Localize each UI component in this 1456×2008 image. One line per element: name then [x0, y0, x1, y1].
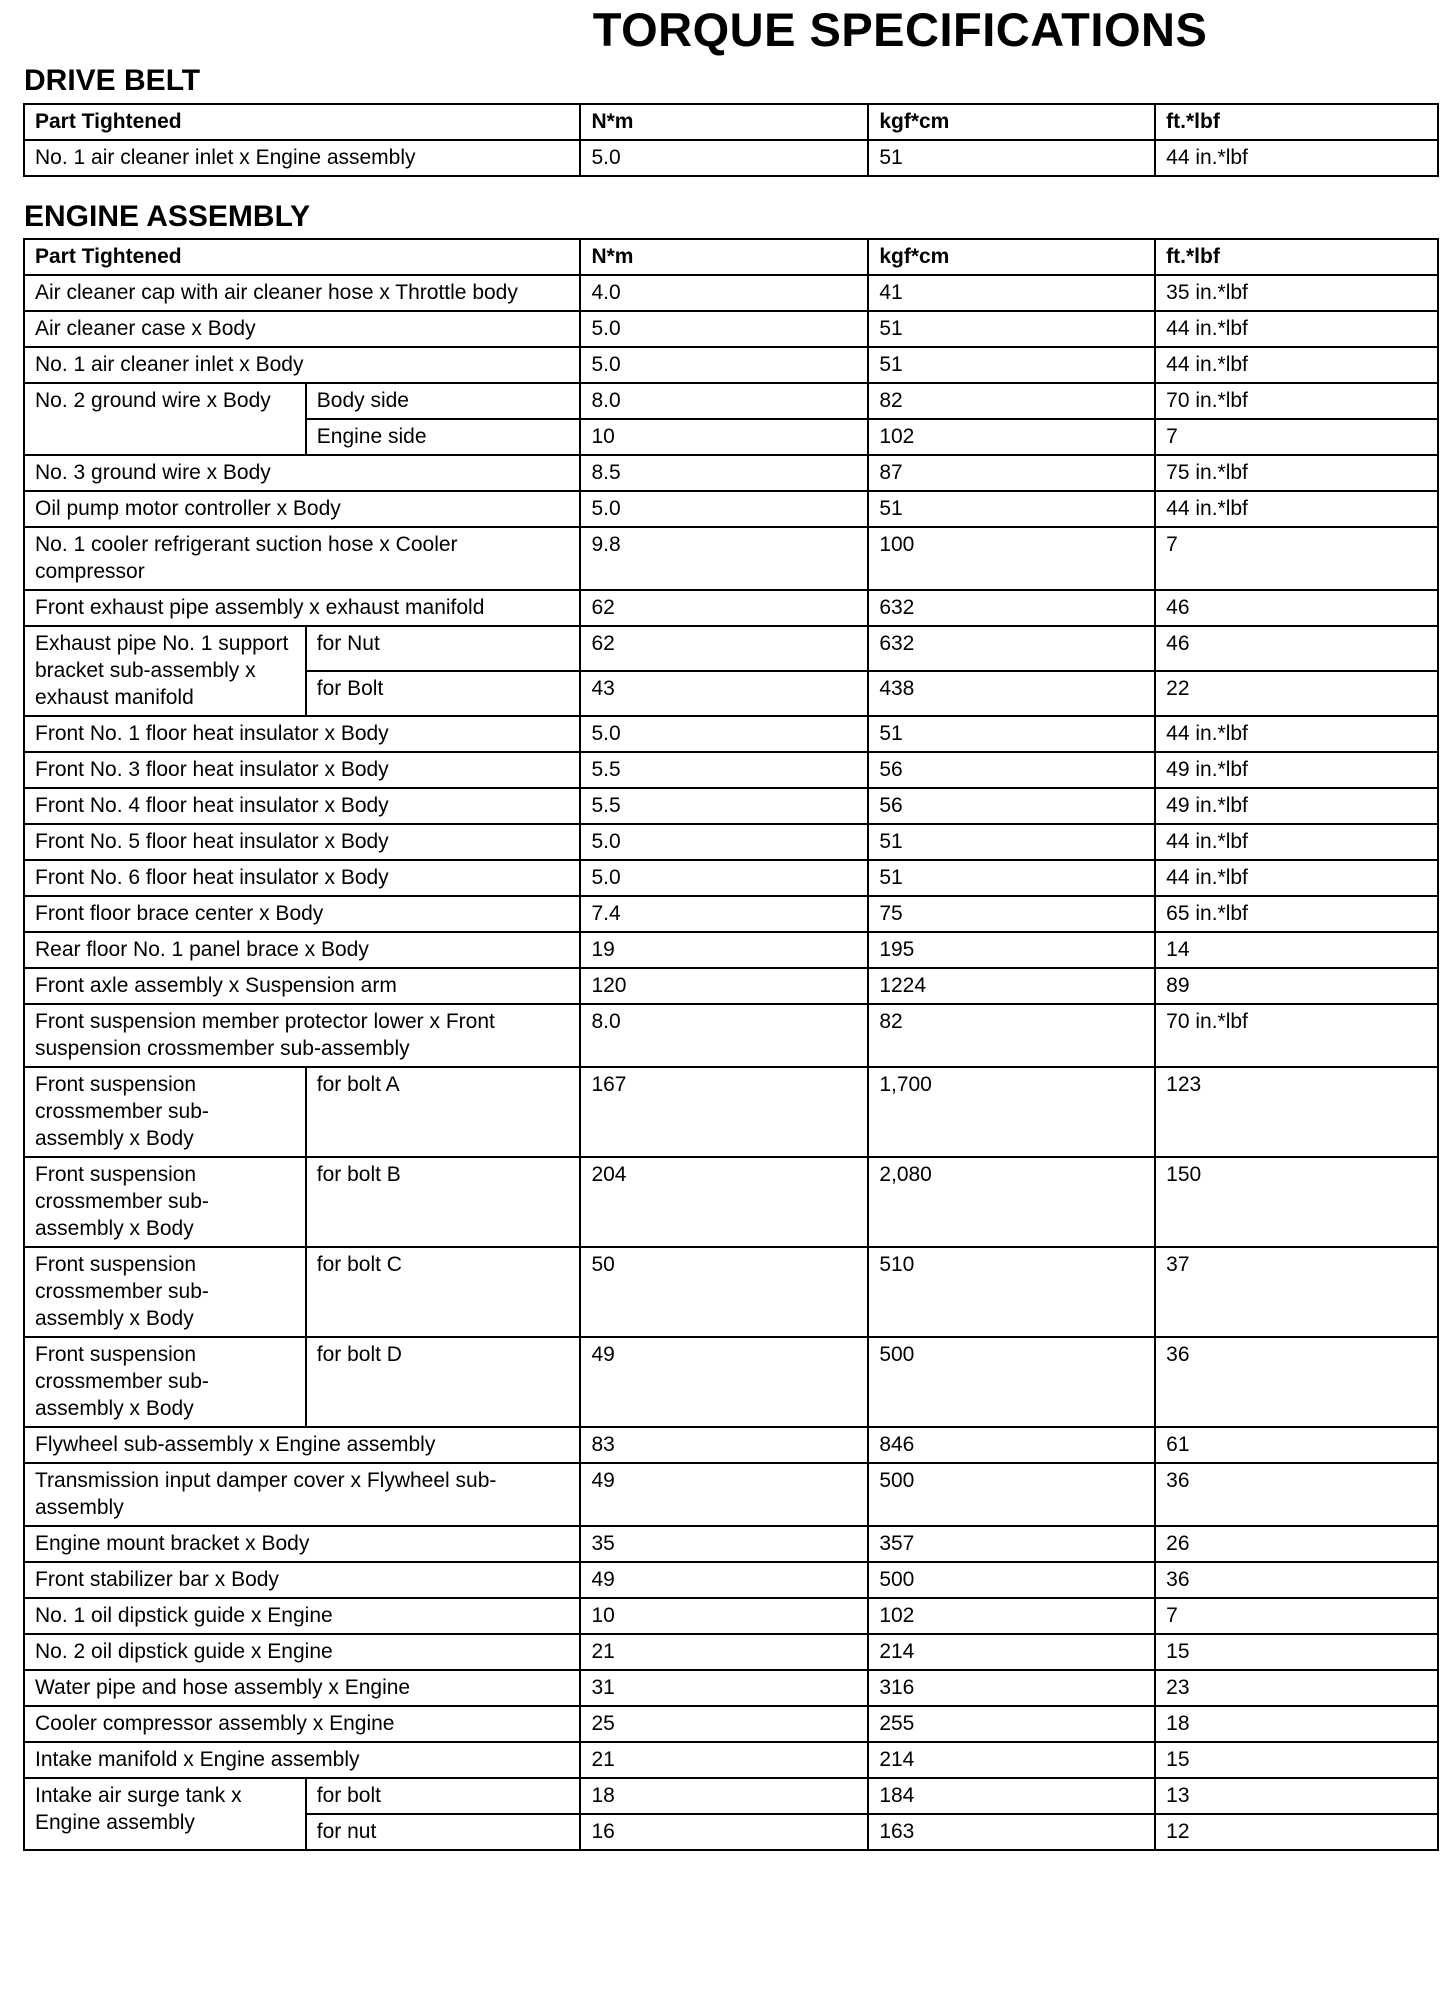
- table-row: [24, 968, 1438, 1004]
- ft-cell: 65 in.*lbf: [1155, 896, 1438, 932]
- nm-cell: 25: [580, 1706, 868, 1742]
- section-heading-engine-assembly: ENGINE ASSEMBLY: [24, 200, 311, 233]
- part-cell: Front No. 6 floor heat insulator x Body: [24, 860, 580, 896]
- header-part-tightened: Part Tightened: [24, 239, 580, 275]
- part-cell: Exhaust pipe No. 1 support bracket sub-assembly x exhaust manifold: [24, 626, 306, 716]
- part-cell: No. 2 ground wire x Body: [24, 383, 306, 455]
- ft-cell: 36: [1155, 1562, 1438, 1598]
- table-row: [24, 1157, 1438, 1247]
- kgf-cell: 632: [868, 626, 1155, 671]
- table-row: [24, 1778, 1438, 1814]
- part-cell: Intake air surge tank x Engine assembly: [24, 1778, 306, 1850]
- nm-cell: 7.4: [580, 896, 868, 932]
- kgf-cell: 56: [868, 788, 1155, 824]
- table-row: [24, 1634, 1438, 1670]
- nm-cell: 21: [580, 1634, 868, 1670]
- sub-cell: for Nut: [306, 626, 581, 671]
- part-cell: Front axle assembly x Suspension arm: [24, 968, 580, 1004]
- ft-cell: 44 in.*lbf: [1155, 860, 1438, 896]
- nm-cell: 18: [580, 1778, 868, 1814]
- table-row: [24, 788, 1438, 824]
- ft-cell: 35 in.*lbf: [1155, 275, 1438, 311]
- sub-cell: for bolt B: [306, 1157, 581, 1247]
- kgf-cell: 632: [868, 590, 1155, 626]
- kgf-cell: 255: [868, 1706, 1155, 1742]
- part-cell: Front suspension crossmember sub-assembly x Body: [24, 1337, 306, 1427]
- kgf-cell: 51: [868, 860, 1155, 896]
- kgf-cell: 56: [868, 752, 1155, 788]
- table-row: [24, 527, 1438, 590]
- nm-cell: 62: [580, 590, 868, 626]
- header-nm: N*m: [580, 239, 868, 275]
- ft-cell: 44 in.*lbf: [1155, 140, 1438, 176]
- kgf-cell: 87: [868, 455, 1155, 491]
- ft-cell: 14: [1155, 932, 1438, 968]
- header-ft-lbf: ft.*lbf: [1155, 104, 1438, 140]
- part-cell: Air cleaner cap with air cleaner hose x Throttle body: [24, 275, 580, 311]
- drive-belt-table: [23, 103, 1439, 177]
- ft-cell: 7: [1155, 527, 1438, 590]
- ft-cell: 123: [1155, 1067, 1438, 1157]
- page-title: TORQUE SPECIFICATIONS: [592, 3, 1208, 56]
- nm-cell: 62: [580, 626, 868, 671]
- ft-cell: 44 in.*lbf: [1155, 347, 1438, 383]
- kgf-cell: 846: [868, 1427, 1155, 1463]
- nm-cell: 83: [580, 1427, 868, 1463]
- part-cell: Flywheel sub-assembly x Engine assembly: [24, 1427, 580, 1463]
- table-row: [24, 824, 1438, 860]
- sub-cell: for bolt A: [306, 1067, 581, 1157]
- section-heading-drive-belt: DRIVE BELT: [24, 64, 201, 97]
- table-row: [24, 1067, 1438, 1157]
- nm-cell: 8.5: [580, 455, 868, 491]
- part-cell: Front exhaust pipe assembly x exhaust manifold: [24, 590, 580, 626]
- kgf-cell: 357: [868, 1526, 1155, 1562]
- ft-cell: 49 in.*lbf: [1155, 788, 1438, 824]
- kgf-cell: 500: [868, 1463, 1155, 1526]
- table-row: [24, 491, 1438, 527]
- header-part-tightened: Part Tightened: [24, 104, 580, 140]
- part-cell: Front suspension crossmember sub-assembly x Body: [24, 1157, 306, 1247]
- kgf-cell: 163: [868, 1814, 1155, 1850]
- part-cell: Rear floor No. 1 panel brace x Body: [24, 932, 580, 968]
- kgf-cell: 195: [868, 932, 1155, 968]
- part-cell: Air cleaner case x Body: [24, 311, 580, 347]
- ft-cell: 36: [1155, 1463, 1438, 1526]
- table-row: [24, 1598, 1438, 1634]
- part-cell: Front suspension member protector lower x Front suspension crossmember sub-assembly: [24, 1004, 580, 1067]
- part-cell: Front No. 5 floor heat insulator x Body: [24, 824, 580, 860]
- sub-cell: for bolt D: [306, 1337, 581, 1427]
- kgf-cell: 214: [868, 1634, 1155, 1670]
- part-cell: No. 1 oil dipstick guide x Engine: [24, 1598, 580, 1634]
- header-kgf-cm: kgf*cm: [868, 104, 1155, 140]
- table-header-row: [24, 104, 1438, 140]
- ft-cell: 23: [1155, 1670, 1438, 1706]
- sub-cell: Engine side: [306, 419, 581, 455]
- kgf-cell: 102: [868, 419, 1155, 455]
- ft-cell: 26: [1155, 1526, 1438, 1562]
- nm-cell: 49: [580, 1337, 868, 1427]
- part-cell: No. 3 ground wire x Body: [24, 455, 580, 491]
- part-cell: Front suspension crossmember sub-assembly x Body: [24, 1247, 306, 1337]
- nm-cell: 8.0: [580, 383, 868, 419]
- nm-cell: 31: [580, 1670, 868, 1706]
- table-row: [24, 590, 1438, 626]
- nm-cell: 49: [580, 1562, 868, 1598]
- kgf-cell: 51: [868, 824, 1155, 860]
- kgf-cell: 438: [868, 671, 1155, 716]
- nm-cell: 49: [580, 1463, 868, 1526]
- nm-cell: 50: [580, 1247, 868, 1337]
- table-row: [24, 626, 1438, 671]
- ft-cell: 46: [1155, 590, 1438, 626]
- nm-cell: 5.0: [580, 491, 868, 527]
- ft-cell: 75 in.*lbf: [1155, 455, 1438, 491]
- kgf-cell: 41: [868, 275, 1155, 311]
- table-row: [24, 1463, 1438, 1526]
- kgf-cell: 316: [868, 1670, 1155, 1706]
- ft-cell: 15: [1155, 1742, 1438, 1778]
- part-cell: No. 1 air cleaner inlet x Engine assembly: [24, 140, 580, 176]
- nm-cell: 120: [580, 968, 868, 1004]
- engine-assembly-table: [23, 238, 1439, 1851]
- table-row: [24, 1562, 1438, 1598]
- nm-cell: 10: [580, 419, 868, 455]
- kgf-cell: 75: [868, 896, 1155, 932]
- ft-cell: 70 in.*lbf: [1155, 1004, 1438, 1067]
- part-cell: Front No. 4 floor heat insulator x Body: [24, 788, 580, 824]
- table-row: [24, 1337, 1438, 1427]
- kgf-cell: 51: [868, 140, 1155, 176]
- ft-cell: 44 in.*lbf: [1155, 824, 1438, 860]
- ft-cell: 36: [1155, 1337, 1438, 1427]
- table-row: [24, 860, 1438, 896]
- kgf-cell: 1224: [868, 968, 1155, 1004]
- table-row: [24, 1004, 1438, 1067]
- table-row: [24, 275, 1438, 311]
- part-cell: Front suspension crossmember sub-assembly x Body: [24, 1067, 306, 1157]
- table-row: [24, 1670, 1438, 1706]
- ft-cell: 37: [1155, 1247, 1438, 1337]
- kgf-cell: 51: [868, 716, 1155, 752]
- kgf-cell: 51: [868, 491, 1155, 527]
- header-kgf-cm: kgf*cm: [868, 239, 1155, 275]
- kgf-cell: 214: [868, 1742, 1155, 1778]
- sub-cell: Body side: [306, 383, 581, 419]
- nm-cell: 5.0: [580, 860, 868, 896]
- nm-cell: 5.0: [580, 824, 868, 860]
- ft-cell: 44 in.*lbf: [1155, 491, 1438, 527]
- table-row: [24, 1706, 1438, 1742]
- nm-cell: 43: [580, 671, 868, 716]
- ft-cell: 22: [1155, 671, 1438, 716]
- nm-cell: 4.0: [580, 275, 868, 311]
- ft-cell: 44 in.*lbf: [1155, 716, 1438, 752]
- nm-cell: 10: [580, 1598, 868, 1634]
- ft-cell: 49 in.*lbf: [1155, 752, 1438, 788]
- part-cell: Front No. 3 floor heat insulator x Body: [24, 752, 580, 788]
- ft-cell: 7: [1155, 1598, 1438, 1634]
- part-cell: Engine mount bracket x Body: [24, 1526, 580, 1562]
- sub-cell: for Bolt: [306, 671, 581, 716]
- table-row: [24, 1742, 1438, 1778]
- kgf-cell: 500: [868, 1562, 1155, 1598]
- sub-cell: for bolt C: [306, 1247, 581, 1337]
- part-cell: Cooler compressor assembly x Engine: [24, 1706, 580, 1742]
- nm-cell: 5.0: [580, 311, 868, 347]
- part-cell: Transmission input damper cover x Flywheel sub-assembly: [24, 1463, 580, 1526]
- kgf-cell: 82: [868, 383, 1155, 419]
- table-row: [24, 716, 1438, 752]
- header-ft-lbf: ft.*lbf: [1155, 239, 1438, 275]
- nm-cell: 204: [580, 1157, 868, 1247]
- table-row: [24, 1427, 1438, 1463]
- table-row: [24, 932, 1438, 968]
- nm-cell: 8.0: [580, 1004, 868, 1067]
- kgf-cell: 82: [868, 1004, 1155, 1067]
- nm-cell: 16: [580, 1814, 868, 1850]
- part-cell: Intake manifold x Engine assembly: [24, 1742, 580, 1778]
- table-row: [24, 752, 1438, 788]
- ft-cell: 44 in.*lbf: [1155, 311, 1438, 347]
- table-row: [24, 140, 1438, 176]
- ft-cell: 12: [1155, 1814, 1438, 1850]
- nm-cell: 9.8: [580, 527, 868, 590]
- table-row: [24, 311, 1438, 347]
- kgf-cell: 102: [868, 1598, 1155, 1634]
- table-row: [24, 347, 1438, 383]
- part-cell: Oil pump motor controller x Body: [24, 491, 580, 527]
- part-cell: No. 2 oil dipstick guide x Engine: [24, 1634, 580, 1670]
- table-row: [24, 1526, 1438, 1562]
- ft-cell: 150: [1155, 1157, 1438, 1247]
- part-cell: Front floor brace center x Body: [24, 896, 580, 932]
- table-row: [24, 896, 1438, 932]
- part-cell: Front No. 1 floor heat insulator x Body: [24, 716, 580, 752]
- ft-cell: 7: [1155, 419, 1438, 455]
- nm-cell: 35: [580, 1526, 868, 1562]
- kgf-cell: 1,700: [868, 1067, 1155, 1157]
- ft-cell: 70 in.*lbf: [1155, 383, 1438, 419]
- nm-cell: 19: [580, 932, 868, 968]
- kgf-cell: 2,080: [868, 1157, 1155, 1247]
- ft-cell: 89: [1155, 968, 1438, 1004]
- kgf-cell: 510: [868, 1247, 1155, 1337]
- ft-cell: 61: [1155, 1427, 1438, 1463]
- sub-cell: for bolt: [306, 1778, 581, 1814]
- nm-cell: 5.0: [580, 347, 868, 383]
- kgf-cell: 500: [868, 1337, 1155, 1427]
- ft-cell: 46: [1155, 626, 1438, 671]
- part-cell: Water pipe and hose assembly x Engine: [24, 1670, 580, 1706]
- kgf-cell: 51: [868, 347, 1155, 383]
- ft-cell: 18: [1155, 1706, 1438, 1742]
- part-cell: Front stabilizer bar x Body: [24, 1562, 580, 1598]
- sub-cell: for nut: [306, 1814, 581, 1850]
- part-cell: No. 1 air cleaner inlet x Body: [24, 347, 580, 383]
- header-nm: N*m: [580, 104, 868, 140]
- part-cell: No. 1 cooler refrigerant suction hose x Cooler compressor: [24, 527, 580, 590]
- table-row: [24, 383, 1438, 419]
- kgf-cell: 184: [868, 1778, 1155, 1814]
- kgf-cell: 100: [868, 527, 1155, 590]
- table-header-row: [24, 239, 1438, 275]
- nm-cell: 5.5: [580, 752, 868, 788]
- ft-cell: 13: [1155, 1778, 1438, 1814]
- ft-cell: 15: [1155, 1634, 1438, 1670]
- nm-cell: 5.0: [580, 140, 868, 176]
- table-row: [24, 455, 1438, 491]
- nm-cell: 21: [580, 1742, 868, 1778]
- kgf-cell: 51: [868, 311, 1155, 347]
- nm-cell: 5.5: [580, 788, 868, 824]
- table-row: [24, 1247, 1438, 1337]
- nm-cell: 167: [580, 1067, 868, 1157]
- nm-cell: 5.0: [580, 716, 868, 752]
